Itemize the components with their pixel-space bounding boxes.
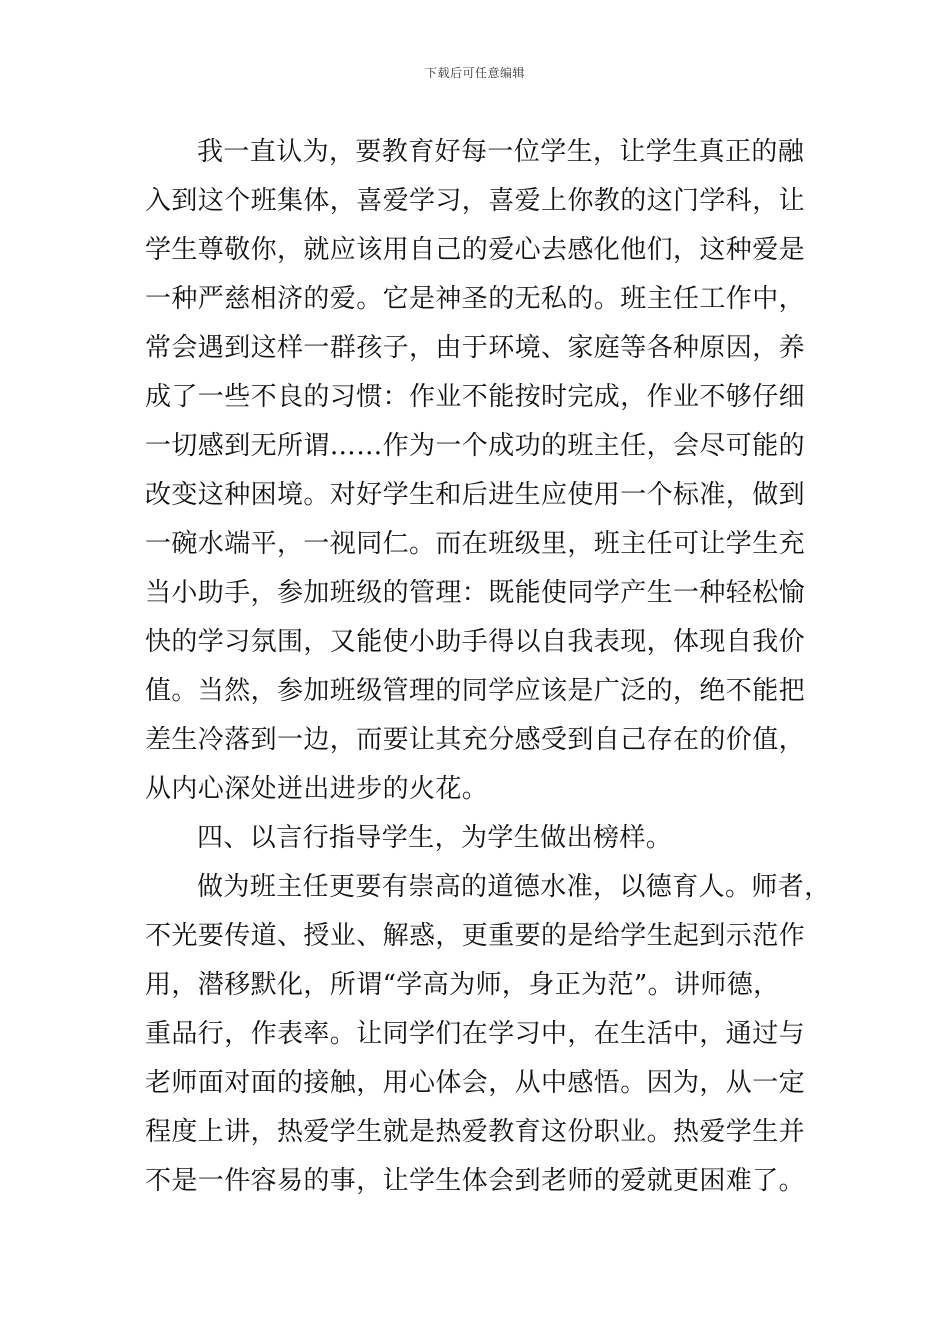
text-line: 成了一些不良的习惯：作业不能按时完成，作业不够仔细 [145,382,806,412]
text-line: 一种严慈相济的爱。它是神圣的无私的。班主任工作中， [145,284,806,314]
text-line: 用，潜移默化，所谓“学高为师，身正为范”。讲师德， [145,970,780,1000]
text-line: 值。当然，参加班级管理的同学应该是广泛的，绝不能把 [145,676,806,706]
text-line: 不光要传道、授业、解惑，更重要的是给学生起到示范作 [145,921,806,951]
page-header: 下载后可任意编辑 [424,66,525,80]
text-line: 不是一件容易的事，让学生体会到老师的爱就更困难了。 [145,1166,806,1196]
text-line: 四、以言行指导学生，为学生做出榜样。 [197,823,673,853]
text-line: 入到这个班集体，喜爱学习，喜爱上你教的这门学科，让 [145,186,806,216]
text-line: 我一直认为，要教育好每一位学生，让学生真正的融 [197,137,805,167]
text-line: 差生冷落到一边，而要让其充分感受到自己存在的价值， [145,725,806,755]
text-line: 一切感到无所谓……作为一个成功的班主任，会尽可能的 [145,431,806,461]
text-line: 当小助手，参加班级的管理：既能使同学产生一种轻松愉 [145,578,806,608]
text-line: 快的学习氛围，又能使小助手得以自我表现，体现自我价 [145,627,806,657]
text-line: 老师面对面的接触，用心体会，从中感悟。因为，从一定 [145,1068,806,1098]
body-text [145,128,831,1206]
text-line: 从内心深处迸出进步的火花。 [145,774,489,804]
text-line: 一碗水端平，一视同仁。而在班级里，班主任可让学生充 [145,529,806,559]
text-line: 改变这种困境。对好学生和后进生应使用一个标准，做到 [145,480,806,510]
text-line: 做为班主任更要有崇高的道德水准，以德育人。师者， [197,872,831,902]
text-line: 程度上讲，热爱学生就是热爱教育这份职业。热爱学生并 [145,1117,806,1147]
text-line: 学生尊敬你，就应该用自己的爱心去感化他们，这种爱是 [145,235,806,265]
text-line: 重品行，作表率。让同学们在学习中，在生活中，通过与 [145,1019,806,1049]
text-line: 常会遇到这样一群孩子，由于环境、家庭等各种原因，养 [145,333,806,363]
